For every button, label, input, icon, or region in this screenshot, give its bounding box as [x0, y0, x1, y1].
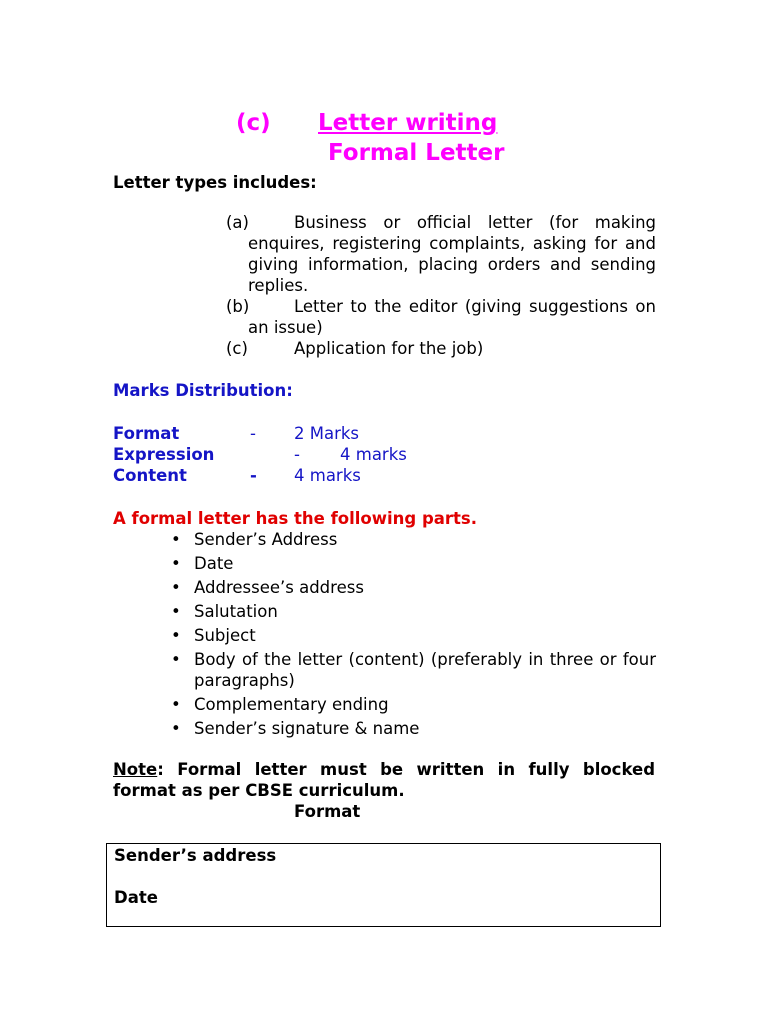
- note-text: : Formal letter must be written in fully blocked format as per CBSE curriculum.: [113, 760, 655, 800]
- marks-dash-expression: -: [294, 445, 300, 464]
- marks-value-expression: 4 marks: [340, 445, 407, 464]
- list-item: [170, 601, 656, 622]
- bullet-icon: •: [171, 719, 181, 738]
- marks-label-format: Format: [113, 424, 180, 443]
- list-item: [170, 718, 656, 739]
- letter-types-heading: Letter types includes:: [113, 173, 317, 192]
- bullet-icon: •: [171, 578, 181, 597]
- letter-type-marker-c: (c): [226, 339, 248, 358]
- marks-value-format: 2 Marks: [294, 424, 360, 443]
- marks-label-expression: Expression: [113, 445, 215, 464]
- part-text: Subject: [194, 626, 256, 645]
- marks-label-content: Content: [113, 466, 187, 485]
- marks-dash-format: -: [250, 424, 256, 443]
- list-item: [170, 553, 656, 574]
- format-sender-address: Sender’s address: [114, 846, 277, 865]
- list-item: [170, 577, 656, 598]
- list-item: [170, 625, 656, 646]
- bullet-icon: •: [171, 602, 181, 621]
- note-paragraph: [113, 759, 655, 801]
- letter-type-marker-b: (b): [226, 297, 250, 316]
- marks-value-content: 4 marks: [294, 466, 361, 485]
- format-box: [106, 843, 661, 927]
- bullet-icon: •: [171, 554, 181, 573]
- list-item: [170, 529, 656, 550]
- part-text: Addressee’s address: [194, 578, 364, 597]
- marks-heading: Marks Distribution:: [113, 381, 293, 400]
- part-text: Body of the letter (content) (preferably in three or four paragraphs): [194, 650, 656, 690]
- letter-type-item-b: Letter to the editor (giving suggestions on an issue): [248, 297, 656, 337]
- letter-type-marker-a: (a): [226, 213, 249, 232]
- section-subtitle: Formal Letter: [328, 140, 505, 166]
- part-text: Salutation: [194, 602, 278, 621]
- part-text: Date: [194, 554, 234, 573]
- format-heading: Format: [294, 802, 361, 821]
- bullet-icon: •: [171, 626, 181, 645]
- list-item: [170, 649, 656, 691]
- part-text: Complementary ending: [194, 695, 389, 714]
- part-text: Sender’s signature & name: [194, 719, 420, 738]
- letter-type-item-c: Application for the job): [294, 339, 484, 358]
- letter-type-item-a: Business or official letter (for making enquires, registering complaints, asking for and giving information, placing orders and sending replies.: [248, 213, 656, 295]
- parts-heading: A formal letter has the following parts.: [113, 509, 478, 528]
- part-text: Sender’s Address: [194, 530, 338, 549]
- note-label: Note: [113, 760, 158, 779]
- section-title: Letter writing: [318, 110, 498, 136]
- format-date: Date: [114, 888, 158, 907]
- bullet-icon: •: [171, 695, 181, 714]
- section-marker: (c): [236, 110, 271, 136]
- list-item: [170, 694, 656, 715]
- bullet-icon: •: [171, 650, 181, 669]
- parts-list: [170, 529, 656, 742]
- bullet-icon: •: [171, 530, 181, 549]
- marks-dash-content: -: [250, 466, 257, 485]
